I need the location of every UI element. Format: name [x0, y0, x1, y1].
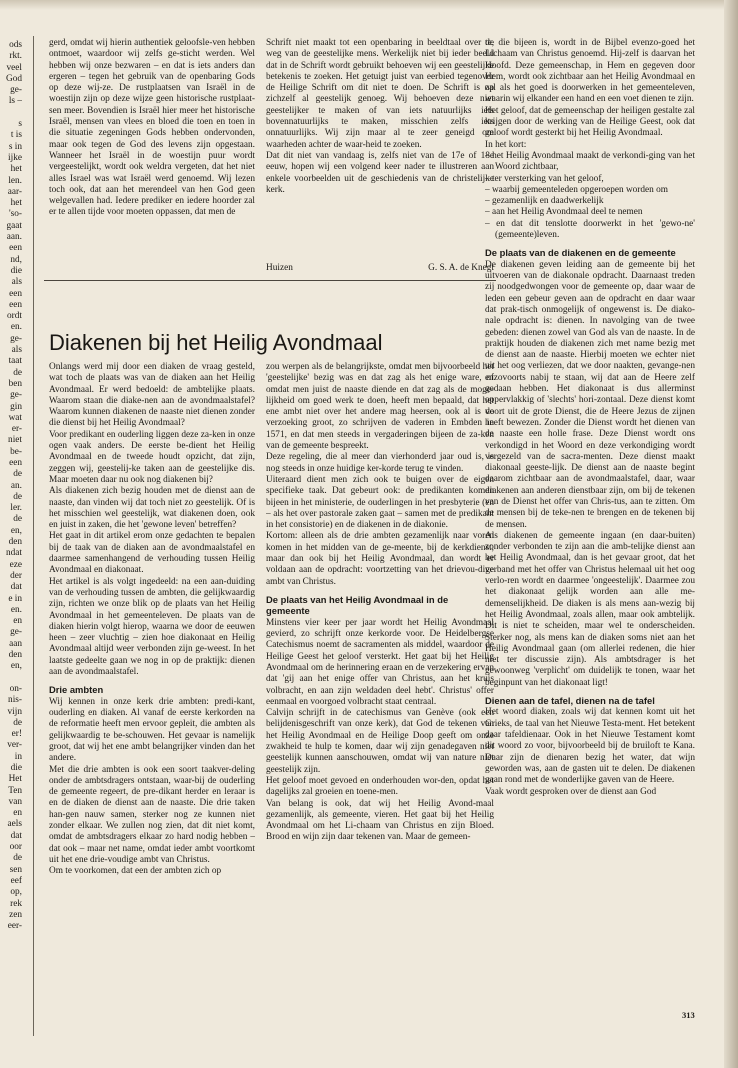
col-a-paragraph: Voor predikant en ouderling liggen deze za-ken in onze ogen vaak anders. De eerste be-dient het Heilig Avondmaal en de tweede houdt opzicht, dat zijn, zeggen wij, geestelij-ke taken aan de geestelijke dis. Maar moeten daar nu ook nog diakenen bij? [49, 429, 255, 485]
margin-fragment: als [11, 345, 22, 356]
signature-author: G. S. A. de Knegt [428, 263, 494, 273]
margin-fragment: rkt. [9, 51, 22, 62]
col-b-paragraph: Het geloof moet gevoed en onderhouden wor-den, opdat het dagelijks zal groeien en toene-men. [266, 775, 494, 798]
col-a-paragraph: Wij kennen in onze kerk drie ambten: predi-kant, ouderling en diaken. Al vanaf de eerste kerkorden na de reformatie heeft men ervoor gepleit, die ambten als gelijkwaardig te be-schouwen. Het gevaar is namelijk groot, dat wij het ene ambt belangrijker vinden dan het andere. [49, 696, 255, 764]
col-c-paragraph: De diakenen geven leiding aan de gemeente bij het uitvoeren van de diakonale opdracht. Daarnaast treden zij noodgedwongen voor de gemeente op, daar waar de leden een gebeur geven aan de opdracht en daar waar dat prak-tisch onmogelijk of ongewenst is. De diako-nale opdracht is: dienen. In navolging van de twee gebeden: dienen zowel van God als van de naaste. In de praktijk houden de diakenen zich met name bezig met de dienst aan de naaste. Hierbij moeten we echter niet uit het oog verliezen, dat we door naakten, gevange-nen enzovoorts nabij te staan, wij dat aan de Heere zelf gedaan hebben. Het diakonaat is dus allerminst oppervlakkig of 'slechts' hori-zontaal. Deze dienst komt voort uit de grote Dienst, die de Heere Jezus de zijnen heeft bewezen. Zonder die Dienst wordt het dienen van de naaste een holle frase. Deze Dienst wordt ons verkondigd in het Woord en deze verkondiging wordt vergezeld van de sacra-menten. Deze dienst maakt diakonaal geeste-lijk. De dienst aan de naaste begint daarom zichtbaar aan de avondmaalstafel, daar, waar diakenen aan anderen dienstbaar zijn, om bij de tekenen van de Dienst het offer van Chris-tus, aan te zitten. Om de mensen bij de teke-nen te brengen en de tekenen bij de mensen. [485, 259, 695, 530]
margin-fragment: nis- [8, 695, 22, 706]
top-article-col2-text: Schrift niet maakt tot een openbaring in beeldtaal over de weg van de geestelijke mens. Werkelijk niet bij ieder beeld dat in de Schrift wordt gebruikt behoeven wij een geestelijke betekenis te zoeken. Het getuigt juist van eerbied tegenover de Heilige Schrift om dit niet te doen. De Schrift is op zichzelf al geestelijk genoeg. Wij behoeven deze niet geestelijker te maken of van iets natuurlijks iets bovennatuurlijks te maken, misschien zelfs iets onnatuurlijks. Wij zijn maar al te zeer geneigd om waarheden achter de waar-heid te zoeken. [266, 38, 494, 150]
article-column-a [49, 362, 255, 1042]
margin-fragment: gin [10, 401, 22, 412]
margin-fragment: len. [8, 175, 22, 186]
section-heading-drie-ambten: Drie ambten [49, 684, 104, 696]
margin-fragment: ge- [10, 333, 22, 344]
margin-fragment: er! [11, 729, 22, 740]
margin-fragment [0, 108, 22, 119]
margin-fragment: den [8, 650, 22, 661]
margin-fragment: en, [10, 525, 22, 536]
margin-fragment: nd, [10, 254, 22, 265]
margin-fragment: de [13, 514, 22, 525]
top-page-shadow [0, 0, 738, 10]
article-column-c [485, 38, 695, 1028]
summary-list-item: – aan het Heilig Avondmaal deel te nemen [485, 207, 643, 218]
col-b-paragraph: Calvijn schrijft in de catechismus van Genève (ook een belijdenisgeschrift van onze kerk), dat God de tekenen van het Heilig Avondmaal en de Heilige Doop geeft om onze zwakheid te hulp te komen, daar wij zijn genadegaven niet geestelijk kunnen aanschouwen, omdat wij van nature niet geestelijk zijn. [266, 708, 494, 775]
margin-fragment: aan [9, 638, 22, 649]
signature-place: Huizen [266, 263, 293, 273]
article-signature [266, 263, 494, 273]
margin-fragment: die [10, 265, 22, 276]
summary-list-item: – het Heilig Avondmaal maakt de verkondi-ging van het Woord zichtbaar, [485, 150, 695, 173]
col-a-paragraph: Met die drie ambten is ook een soort taakver-deling onder de ambtsdragers ontstaan, waar-bij de ouderling de gemeente regeert, de pre-dikant herder en leraar is en de diaken de dienst aan de naaste. Die drie taken han-gen nauw samen, sterker nog ze kunnen niet zonder elkaar. We zullen nog zien, dat dit niet komt, omdat de ambtsdragers elkaar zo hard nodig hebben – dat ook – maar net name, omdat ieder ambt voortkomt uit het ene drie-voudige ambt van Christus. [49, 764, 255, 865]
col-a-paragraph: Als diakenen zich bezig houden met de dienst aan de naaste, dan vinden wij dat toch niet zo geestelijk. Of is het misschien wel geestelijk, wat diakenen doen, ook en juist in zaken, die het 'gewone leven' betreffen? [49, 486, 255, 531]
margin-fragment: 'so- [8, 209, 22, 220]
margin-fragment: en. [10, 604, 22, 615]
margin-fragment: s [18, 119, 22, 130]
summary-list-item: – gezamenlijk en daadwerkelijk [485, 196, 604, 207]
margin-fragment: ls – [8, 96, 22, 107]
margin-fragment: een [9, 299, 22, 310]
margin-fragment: de [13, 717, 22, 728]
col-b-paragraph: zou werpen als de belangrijkste, omdat men bijvoorbeeld het 'geestelijke' bezig was en dat zag als het enige ware, of omdat men juist de naaste diende en dat zag als de moge-lijkheid om goed werk te doen, heeft men bepaald, dat het ene ambt niet over het andere mag heersen, ook al is de verzoeking groot, zo schrijven de vaderen in Embden in 1571, en dat men steeds in vergaderingen bijeen de za-ken van de gemeente bespreekt. [266, 362, 494, 452]
margin-fragment: ge- [10, 390, 22, 401]
col-c-paragraph: In het kort: [485, 139, 527, 150]
top-article-col2-text-b: Dat dit niet van vandaag is, zelfs niet van de 17e of 18e eeuw, hopen wij een volgend keer nader te illustreren aan enkele voorbeelden uit de geschiedenis van de christelijke kerk. [266, 150, 494, 195]
margin-fragment: een [9, 243, 22, 254]
top-article-column-1 [49, 38, 255, 278]
facing-page-margin-fragments [0, 40, 22, 1040]
margin-fragment: ordt [7, 311, 22, 322]
margin-fragment: ver- [7, 740, 22, 751]
margin-fragment: aan. [6, 232, 22, 243]
margin-fragment: taat [8, 356, 22, 367]
margin-fragment: van [8, 796, 22, 807]
summary-list-item: – waarbij gemeenteleden opgeroepen worden om [485, 184, 669, 195]
margin-fragment: ge- [10, 627, 22, 638]
col-a-paragraph: Het artikel is als volgt ingedeeld: na een aan-duiding van de verhouding tussen de ambten, die gelijkwaardig zijn, richten we onze blik op de plaats van het Heilig Avondmaal in het gemeenteleven. De plaats van de diaken hierin volgt hierop, waarna we door de eeuwen heen – zeer vluchtig – zien hoe diakonaat en Heilig Avondmaal altijd weer verbonden zijn ge-weest. In het laatste gedeelte gaan we nog in op de praktijk: dienen aan de avondmaalstafel. [49, 576, 255, 678]
summary-list-item: – en dat dit tenslotte doorwerkt in het 'gewo-ne' (gemeente)leven. [485, 218, 695, 241]
col-c-paragraph: Het geloof, dat de gemeenschap der heiligen gestalte zal krijgen door de werking van de Heilige Geest, ook dat geloof wordt gesterkt bij het Heilig Avondmaal. [485, 105, 695, 139]
margin-fragment: het [10, 198, 22, 209]
col-b-paragraph: Uiteraard dient men zich ook te buigen over de eigen specifieke taak. Dat gebeurt ook: de predikanten komen bijeen in het ministerie, de ouderlingen in het presbyterie (en – als het over pastorale zaken gaat – samen met de predikant in het consistorie) en de diakenen in de diakonie. [266, 474, 494, 531]
margin-fragment: de [13, 491, 22, 502]
margin-fragment: eef [10, 875, 22, 886]
margin-fragment: an. [10, 480, 22, 491]
summary-list [485, 151, 695, 241]
margin-fragment: rek [10, 898, 22, 909]
article-headline: Diakenen bij het Heilig Avondmaal [49, 330, 383, 355]
margin-fragment: dat [10, 582, 22, 593]
article-column-b [266, 362, 494, 1042]
section-heading-plaats-diakenen: De plaats van de diakenen en de gemeente [485, 247, 676, 259]
margin-fragment: en [13, 808, 22, 819]
margin-fragment: be- [10, 446, 22, 457]
margin-fragment: niet [8, 435, 22, 446]
top-article-col1-text: gerd, omdat wij hierin authentiek geloofsle-ven hebben ontmoet, waardoor wij zelfs ge-sticht werden. Wel hebben wij onze bezwaren – en dat is iets anders dan ergeren – tegen het gebruik van de openbaring Gods op deze wij-ze. De rustplaatsen van Israël in de woestijn zijn op deze wijze geen historische rustplaat-sen meer. Bovendien is Israël hier meer het historische Israël, mensen van vlees en bloed die toen en toen in die situatie zegeningen Gods hebben ondervonden, maar ook tegen de God des levens zijn opgestaan. Wanneer het Israël in de woestijn puur wordt vergeestelijkt, wordt ook weldra vergeten, dat het niet alles Israel was wat Israël werd genoemd. Wij lezen toch ook, dat aan het merendeel van hen God geen welgevallen had. Iedere prediker en iedere hoorder zal er te allen tijde voor moeten oppassen, dat men de [49, 38, 255, 218]
margin-fragment: en, [10, 661, 22, 672]
margin-fragment: on- [9, 683, 22, 694]
col-a-paragraph: Onlangs werd mij door een diaken de vraag gesteld, wat toch de plaats was van de diaken aan het Heilig Avondmaal. Er werd bedoeld: de ambtelijke plaats. Waarom staan die diake-nen aan de avondmaalstafel? Waarom kunnen diakenen de naaste niet dienen zonder die dienst bij het Heilig Avondmaal? [49, 362, 255, 429]
col-c-paragraph: Als diakenen de gemeente ingaan (en daar-buiten) zonder verbonden te zijn aan die amb-telijke dienst aan het Heilig Avondmaal, dan is het gevaar groot, dat het verband met het offer van Christus helemaal uit het oog verlo-ren wordt en daarmee 'ongeestelijk'. Daarmee zou het diakonaat gelijk worden aan alle me-demenselijkheid. De diaken is als mens aan-wezig bij het Heilig Avondmaal, zoals allen, maar ook ambtelijk. Dit is niet te scheiden, maar wel te onderscheiden. Sterker nog, als mens kan de diaken soms niet aan het Heilig Avondmaal gaan (om allerlei redenen, die hier niet ter discussie zijn). Als ambtsdrager is het gewoonweg 'verplicht' om duidelijk te tonen, waar het beginpunt van het diakonaat ligt! [485, 530, 695, 688]
margin-fragment [0, 673, 22, 684]
margin-fragment: op, [10, 887, 22, 898]
margin-fragment: het [10, 164, 22, 175]
margin-fragment: die [10, 763, 22, 773]
margin-fragment: e in [8, 593, 22, 604]
margin-fragment: eer- [7, 921, 22, 932]
margin-fragment: in [14, 751, 22, 762]
margin-fragment: God [5, 73, 22, 84]
col-c-paragraph: Vaak wordt gesproken over de dienst aan God [485, 786, 657, 797]
margin-fragment: zen [9, 909, 22, 920]
margin-fragment: Ten [8, 785, 22, 796]
col-a-paragraph: Om te voorkomen, dat een der ambten zich op [49, 866, 222, 877]
margin-fragment: ndat [5, 548, 22, 559]
margin-fragment: t is [10, 130, 22, 141]
margin-fragment: en [13, 616, 22, 627]
margin-fragment: en. [10, 322, 22, 333]
margin-fragment: de [13, 367, 22, 378]
margin-fragment: er- [11, 424, 22, 435]
col-b-paragraph: Van belang is ook, dat wij het Heilig Avond-maal gezamenlijk, als gemeente, vieren. Het gaat bij het Heilig Avondmaal om het Li-chaam van Christus en zijn Bloed. Brood en wijn zijn daar tekenen van. Maar de gemeen- [266, 798, 494, 843]
margin-fragment: den [8, 537, 22, 548]
margin-fragment: gaat [6, 220, 22, 231]
col-a-paragraph: Het gaat in dit artikel erom onze gedachten te bepalen bij de taak van de diaken aan de avondmaalstafel en daarmee samenhangend de verhouding tussen Heilig Avondmaal en diakonaat. [49, 531, 255, 576]
margin-fragment: Het [8, 774, 22, 785]
margin-fragment: dat [10, 830, 22, 841]
left-column-rule [33, 36, 34, 1036]
col-b-paragraph: Deze regeling, die al meer dan vierhonderd jaar oud is, is nog steeds in onze huidige ker-korde terug te vinden. [266, 452, 494, 474]
col-c-paragraph: Het woord diaken, zoals wij dat kennen komt uit het Grieks, de taal van het Nieuwe Testa-ment. Het betekent daar tafeldienaar. Ook in het Nieuwe Testament komt dit woord zo voor, bijvoorbeeld bij de bruiloft te Kana. Daar zijn de dienaren bezig het water, dat wijn geworden was, aan de gasten uit te delen. De diakenen gaan rond met de wonderlijke gaven van de Heere. [485, 707, 695, 786]
margin-fragment: de [13, 469, 22, 480]
col-c-paragraph: te, die bijeen is, wordt in de Bijbel evenzo-goed het Lichaam van Christus genoemd. Hij-zelf is daarvan het Hoofd. Deze gemeenschap, in Hem en gegeven door Hem, wordt ook zichtbaar aan het Heilig Avondmaal en zal als het goed is doorwerken in het gemeenteleven, waarin wij elkander een hand en een voet dienen te zijn. [485, 38, 695, 105]
margin-fragment: veel [6, 62, 22, 73]
margin-fragment: ge- [10, 85, 22, 96]
section-heading-dienen-aan-de-tafel: Dienen aan de tafel, dienen na de tafel [485, 695, 655, 707]
page-number: 313 [682, 1010, 695, 1020]
margin-fragment: ler. [10, 503, 22, 514]
margin-fragment: ods [9, 40, 22, 50]
margin-fragment: der [10, 570, 22, 581]
margin-fragment: ben [8, 378, 22, 389]
summary-list-item: – ter versterking van het geloof, [485, 173, 604, 184]
top-article-bottom-rule [44, 280, 496, 281]
margin-fragment: wat [8, 412, 22, 423]
margin-fragment: aels [7, 819, 22, 830]
margin-fragment: vijn [7, 706, 22, 717]
margin-fragment: ijke [8, 152, 22, 163]
margin-fragment: als [11, 277, 22, 288]
margin-fragment: eze [9, 559, 22, 570]
margin-fragment: een [9, 288, 22, 299]
margin-fragment: de [13, 853, 22, 864]
col-b-paragraph: Kortom: alleen als de drie ambten gezamenlijk naar voren komen in het midden van de ge-meente, bij de kerkdienst, maar dan ook bij het Heilig Avondmaal, dan wordt er voldaan aan de opdracht: voortzetting van het drievou-dige ambt van Christus. [266, 531, 494, 587]
section-heading-plaats-avondmaal: De plaats van het Heilig Avondmaal in de gemeente [266, 593, 449, 617]
margin-fragment: een [9, 457, 22, 468]
top-article-column-2 [266, 38, 494, 262]
book-spine-shadow [724, 0, 738, 1068]
margin-fragment: sen [9, 864, 22, 875]
col-b-paragraph: Minstens vier keer per jaar wordt het Heilig Avondmaal gevierd, zo schrijft onze kerkorde voor. De Heidelbergse Catechismus noemt de sacramenten als middel, waardoor de Heilige Geest het geloof versterkt. Het gaat bij het Heilig Avondmaal om de herinnering eraan en de verzekering ervan dat 'gij aan het enige offer van Christus, aan het kruis volbracht, en aan zijn weldaden deel hebt'. Christus' offer eenmaal en voorgoed volbracht staat centraal. [266, 617, 494, 707]
margin-fragment: oor [9, 842, 22, 853]
margin-fragment: s in [8, 141, 22, 152]
margin-fragment: aar- [7, 186, 22, 197]
